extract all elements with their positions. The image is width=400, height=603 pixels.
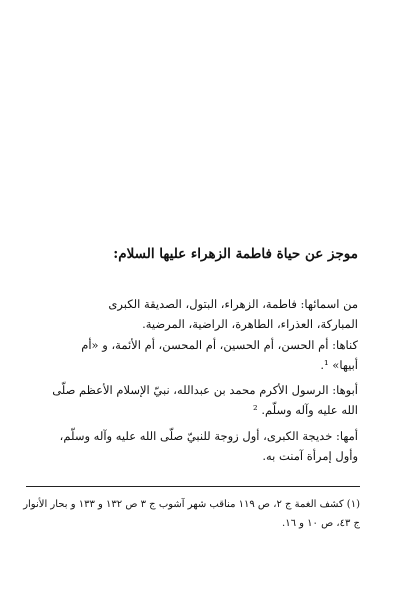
names-paragraph (30, 294, 358, 334)
titles-line-2: أبيها» ¹. (320, 358, 358, 372)
mother-line-1: أمها: خديجة الكبرى، أول زوجة للنبيّ صلّى الله عليه وآله وسلّم، (59, 429, 358, 443)
mother-paragraph (30, 426, 358, 466)
father-line-2: الله عليه وآله وسلّم. ² (253, 403, 358, 417)
footnote-divider (26, 486, 360, 487)
footnote-line-1: (١) كشف الغمة ج ٢، ص ١١٩ مناقب شهر آشوب ج ٣ ص ١٣٢ و ١٣٣ و بحار الأنوار (23, 499, 360, 510)
father-line-1: أبوها: الرسول الأكرم محمد بن عبدالله، نبيّ الإسلام الأعظم صلّى (52, 383, 358, 397)
names-line-2: المباركة، العذراء، الطاهرة، الراضية، المرضية. (142, 317, 358, 331)
names-line-1: من اسمائها: فاطمة، الزهراء، البتول، الصديقة الكبرى (108, 297, 358, 311)
father-paragraph (30, 380, 358, 420)
section-heading: موجز عن حياة فاطمة الزهراء عليها السلام: (113, 246, 358, 262)
titles-line-1: كناها: أم الحسن، أم الحسين، أم المحسن، أم الأئمة، و «أم (81, 338, 358, 352)
mother-line-2: وأول إمرأة آمنت به. (262, 449, 358, 463)
footnote-line-2: ج ٤٣، ص ١٠ و ١٦. (282, 518, 360, 529)
footnote (23, 495, 360, 533)
titles-paragraph (30, 335, 358, 375)
